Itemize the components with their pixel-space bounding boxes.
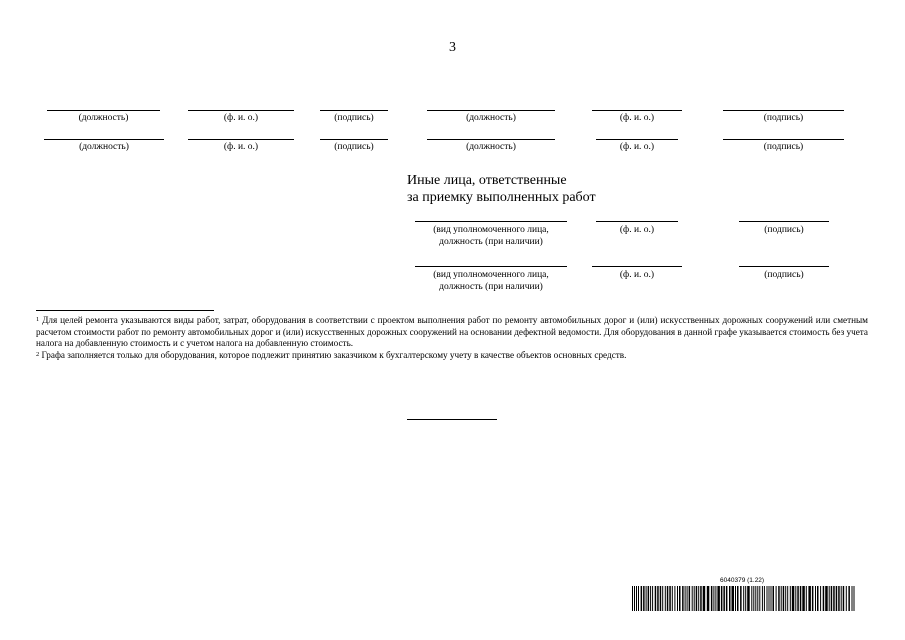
name-caption: (ф. и. о.)	[619, 225, 655, 235]
footnote-1	[36, 315, 868, 350]
signature-line	[415, 266, 567, 267]
signature-line	[47, 110, 160, 111]
name-caption: (ф. и. о.)	[619, 113, 655, 123]
representative-caption	[415, 269, 567, 293]
position-caption: (должность)	[466, 113, 516, 123]
representative-caption-line1: (вид уполномоченного лица,	[433, 270, 549, 280]
footnote-2	[36, 350, 868, 362]
signature-line	[44, 139, 164, 140]
signature-line	[415, 221, 567, 222]
representative-caption	[415, 224, 567, 248]
footnote-1-mark: 1	[36, 316, 40, 323]
signature-line	[320, 110, 388, 111]
footnote-1-text: Для целей ремонта указываются виды работ, затрат, оборудования в соответствии с проектом выполнения работ по ремонту автомобильных дорог и (или) искусственных дорожных сооружений или сметным расчетом стоимости работ по ремонту автомобильных дорог и (или) искусственных дорожных сооружений на основании дефектной ведомости. Для оборудования в данной графе указывается стоимость без учета налога на добавленную стоимость и с учетом налога на добавленную стоимость.	[36, 315, 868, 349]
signature-caption: (подпись)	[764, 270, 804, 280]
position-caption: (должность)	[466, 142, 516, 152]
signature-line	[188, 139, 294, 140]
name-caption: (ф. и. о.)	[619, 142, 655, 152]
signature-caption: (подпись)	[763, 113, 804, 123]
signature-caption: (подпись)	[763, 142, 804, 152]
representative-caption-line1: (вид уполномоченного лица,	[433, 225, 549, 235]
signature-line	[188, 110, 294, 111]
representative-caption-line2: должность (при наличии)	[439, 282, 543, 292]
page-number: 3	[449, 40, 456, 55]
name-caption: (ф. и. о.)	[223, 113, 259, 123]
footnotes	[36, 315, 868, 361]
signature-line	[427, 139, 555, 140]
others-heading-line2: за приемку выполненных работ	[407, 190, 596, 205]
name-caption: (ф. и. о.)	[223, 142, 259, 152]
signature-line	[596, 139, 678, 140]
signature-line	[739, 266, 829, 267]
barcode-icon	[632, 586, 856, 611]
position-caption: (должность)	[79, 142, 129, 152]
signature-line	[427, 110, 555, 111]
signature-line	[723, 139, 844, 140]
form-code: 6040379 (1.22)	[720, 577, 765, 584]
footnote-2-text: Графа заполняется только для оборудования, которое подлежит принятию заказчиком к бухгалтерскому учету в качестве объектов основных средств.	[41, 349, 627, 360]
signature-line	[739, 221, 829, 222]
signature-line	[592, 266, 682, 267]
end-line	[407, 419, 497, 420]
others-heading	[407, 172, 596, 206]
signature-line	[596, 221, 678, 222]
others-heading-line1: Иные лица, ответственные	[407, 173, 567, 188]
footnote-2-mark: 2	[36, 350, 40, 358]
footnote-separator	[36, 310, 214, 311]
position-caption: (должность)	[78, 113, 129, 123]
signature-caption: (подпись)	[334, 113, 374, 123]
signature-line	[592, 110, 682, 111]
signature-caption: (подпись)	[334, 142, 374, 152]
name-caption: (ф. и. о.)	[619, 270, 655, 280]
signature-caption: (подпись)	[764, 225, 804, 235]
representative-caption-line2: должность (при наличии)	[439, 237, 543, 247]
signature-line	[320, 139, 388, 140]
signature-line	[723, 110, 844, 111]
